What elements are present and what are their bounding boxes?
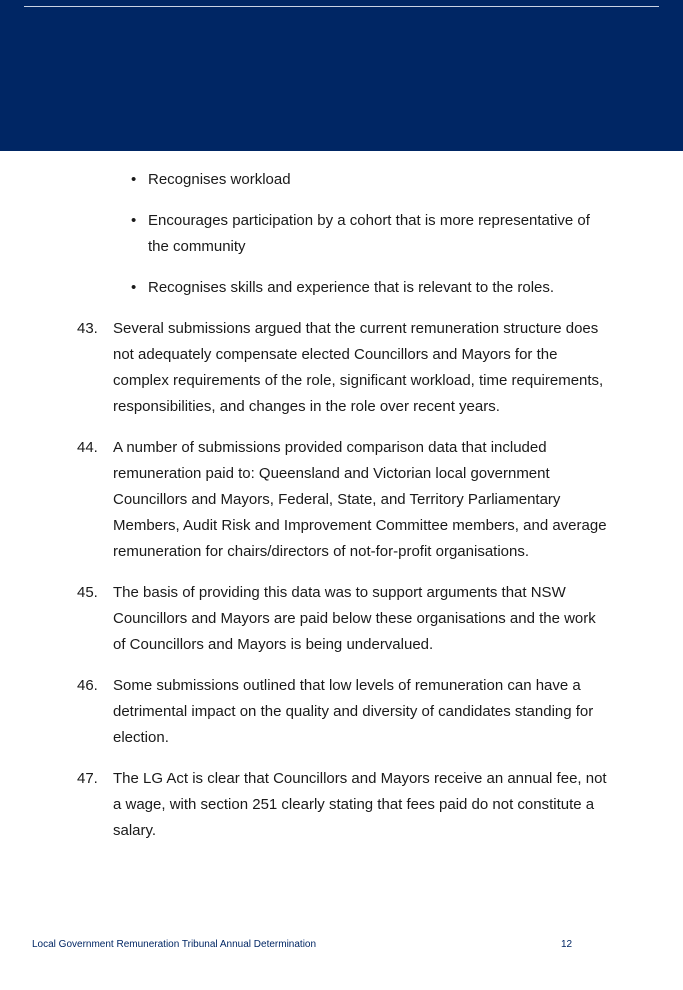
paragraph-text: A number of submissions provided comparison data that included remuneration paid to: Queensland and Victorian local government Councillors and Mayors, Federal, State, and Territory Parliamentary Members, Audit Risk and Improvement Committee members, and average remuneration for chairs/directors of not-for-profit organisations. [113, 439, 607, 560]
header-rule [24, 6, 659, 7]
footer-title: Local Government Remuneration Tribunal Annual Determination [32, 939, 317, 950]
bullet-icon: • [131, 171, 137, 188]
bullet-item [0, 167, 683, 193]
paragraph-number: 46. [77, 677, 98, 694]
header-band [0, 0, 683, 151]
paragraph-47 [0, 766, 683, 844]
paragraph-45 [0, 580, 683, 658]
paragraph-44 [0, 435, 683, 565]
bullet-icon: • [131, 212, 137, 229]
bullet-item [0, 208, 683, 260]
bullet-list [0, 167, 683, 316]
paragraph-number: 44. [77, 439, 98, 456]
bullet-text: Recognises workload [148, 171, 291, 188]
bullet-text: Encourages participation by a cohort that is more representative of the community [148, 212, 590, 255]
bullet-text: Recognises skills and experience that is relevant to the roles. [148, 279, 555, 296]
bullet-icon: • [131, 279, 137, 296]
paragraph-text: Some submissions outlined that low levels of remuneration can have a detrimental impact on the quality and diversity of candidates standing for election. [113, 677, 594, 746]
bullet-item [0, 275, 683, 301]
paragraph-number: 47. [77, 770, 98, 787]
page-number: 12 [561, 939, 573, 950]
paragraph-text: The basis of providing this data was to support arguments that NSW Councillors and Mayors are paid below these organisations and the work of Councillors and Mayors is being undervalued. [113, 584, 596, 653]
paragraph-46 [0, 673, 683, 751]
paragraph-text: The LG Act is clear that Councillors and Mayors receive an annual fee, not a wage, with section 251 clearly stating that fees paid do not constitute a salary. [113, 770, 607, 839]
paragraph-text: Several submissions argued that the current remuneration structure does not adequately compensate elected Councillors and Mayors for the complex requirements of the role, significant workload, time requirements, responsibilities, and changes in the role over recent years. [113, 320, 604, 415]
paragraph-43 [0, 316, 683, 420]
numbered-paragraphs [0, 316, 683, 859]
paragraph-number: 43. [77, 320, 98, 337]
paragraph-number: 45. [77, 584, 98, 601]
